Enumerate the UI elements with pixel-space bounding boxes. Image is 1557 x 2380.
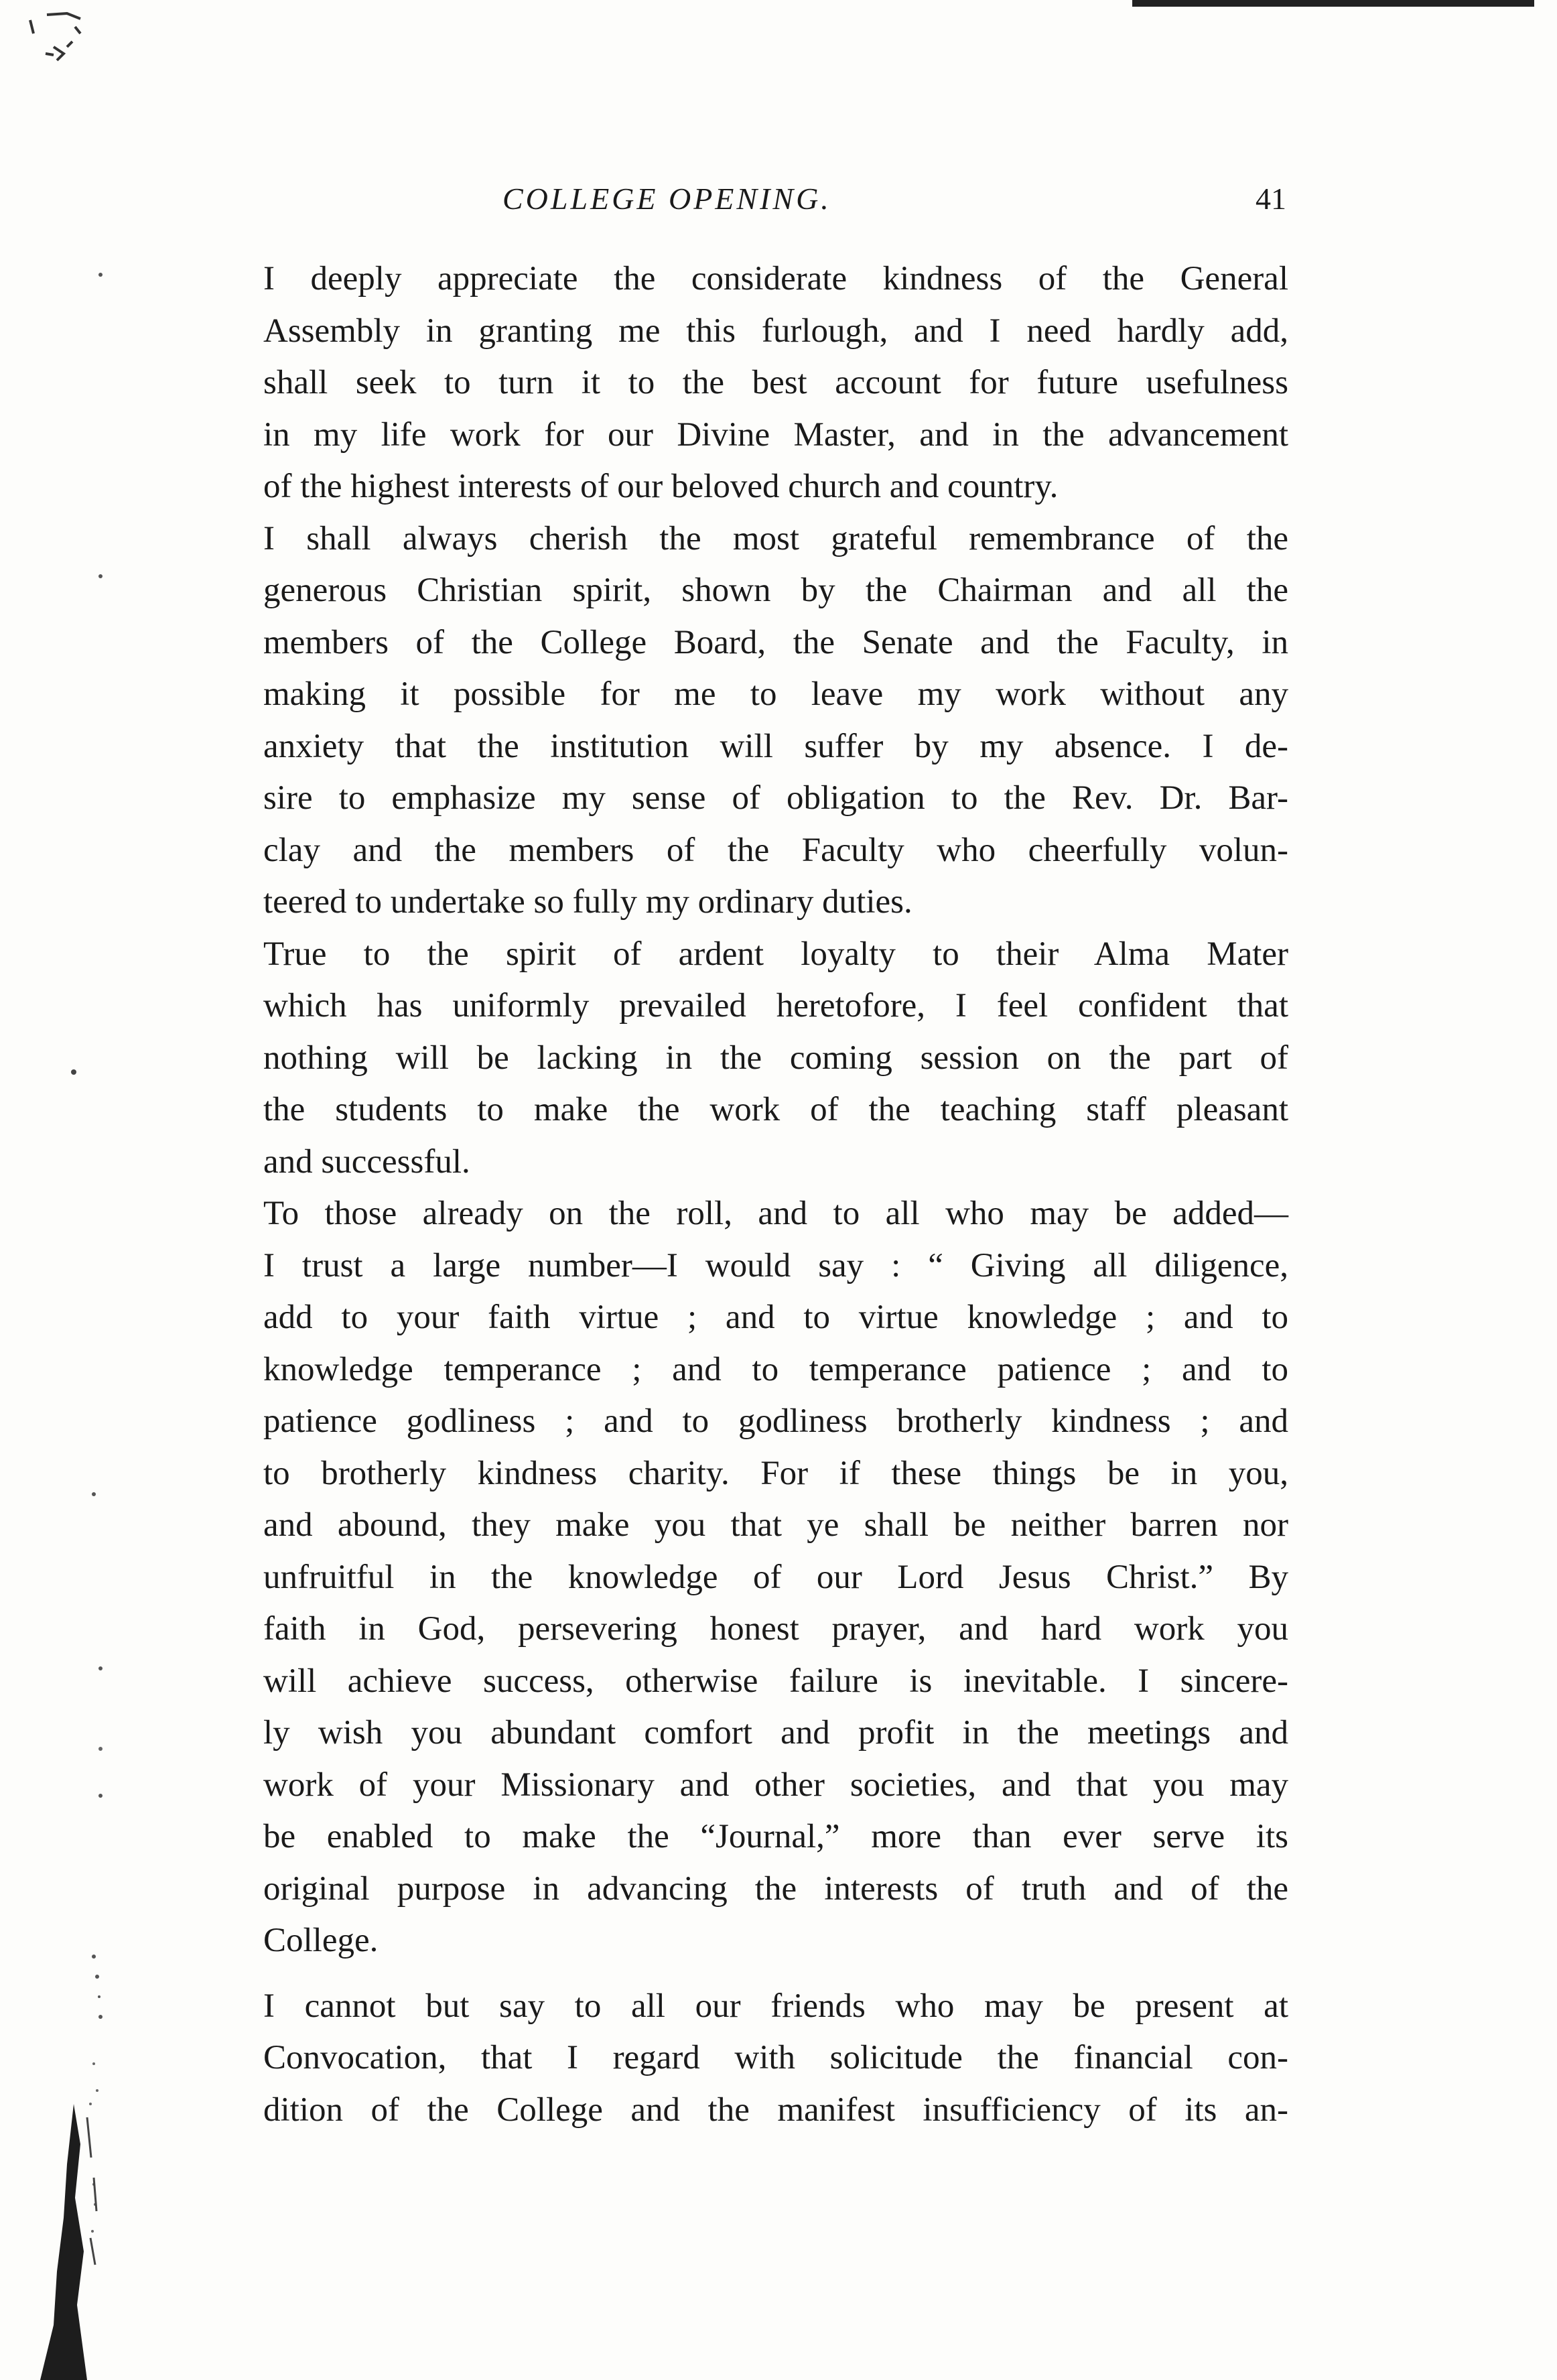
- text-line: teered to undertake so fully my ordinary duties.: [263, 883, 912, 921]
- text-line: generous Christian spirit, shown by the Chairman and all the: [263, 572, 1288, 609]
- text-line: To those already on the roll, and to all who may be added—: [263, 1195, 1288, 1232]
- text-line: I cannot but say to all our friends who may be present at: [263, 1987, 1288, 2025]
- text-line: original purpose in advancing the interests of truth and of the: [263, 1869, 1288, 1908]
- text-line: members of the College Board, the Senate and the Faculty, in: [263, 623, 1288, 661]
- text-line: add to your faith virtue ; and to virtue knowledge ; and to: [263, 1299, 1288, 1336]
- text-line: shall seek to turn it to the best account for future usefulness: [263, 364, 1288, 401]
- text-line: ly wish you abundant comfort and profit in the meetings and: [263, 1714, 1288, 1751]
- text-line: nothing will be lacking in the coming session on the part of: [263, 1039, 1288, 1077]
- paragraph: [263, 1981, 1288, 2137]
- text-line: I trust a large number—I would say : “ Giving all diligence,: [263, 1246, 1288, 1284]
- scan-corner-mark: [27, 7, 100, 87]
- paragraph: [263, 253, 1288, 513]
- text-line: College.: [263, 1922, 379, 1959]
- text-line: Convocation, that I regard with solicitude the financial con-: [263, 2039, 1288, 2076]
- text-line: dition of the College and the manifest insufficiency of its an-: [263, 2091, 1288, 2129]
- text-line: will achieve success, otherwise failure is inevitable. I sincere-: [263, 1662, 1288, 1700]
- text-line: patience godliness ; and to godliness brotherly kindness ; and: [263, 1402, 1288, 1440]
- text-line: which has uniformly prevailed heretofore, I feel confident that: [263, 987, 1288, 1024]
- text-line: True to the spirit of ardent loyalty to their Alma Mater: [263, 935, 1288, 973]
- text-line: I shall always cherish the most grateful remembrance of the: [263, 519, 1288, 557]
- text-line: sire to emphasize my sense of obligation to the Rev. Dr. Bar-: [263, 779, 1288, 817]
- text-line: in my life work for our Divine Master, and in the advancement: [263, 415, 1288, 454]
- text-line: the students to make the work of the teaching staff pleasant: [263, 1091, 1288, 1128]
- text-line: work of your Missionary and other societies, and that you may: [263, 1766, 1288, 1804]
- paragraph-gap: [263, 1967, 1288, 1981]
- body-text: [263, 253, 1288, 2136]
- paragraph: [263, 929, 1288, 1189]
- text-line: faith in God, persevering honest prayer, and hard work you: [263, 1610, 1288, 1648]
- text-line: to brotherly kindness charity. For if these things be in you,: [263, 1454, 1288, 1492]
- scan-edge-rule: [1132, 0, 1534, 7]
- text-line: of the highest interests of our beloved church and country.: [263, 468, 1059, 505]
- text-line: Assembly in granting me this furlough, and I need hardly add,: [263, 312, 1288, 350]
- text-line: and successful.: [263, 1142, 470, 1181]
- text-line: unfruitful in the knowledge of our Lord Jesus Christ.” By: [263, 1558, 1288, 1596]
- text-line: clay and the members of the Faculty who cheerfully volun-: [263, 831, 1288, 869]
- paragraph: [263, 1188, 1288, 1967]
- scan-edge-specks: [0, 255, 134, 2380]
- binding-shadow: [27, 2104, 127, 2380]
- text-line: making it possible for me to leave my work without any: [263, 675, 1288, 713]
- page-number: 41: [1256, 182, 1286, 216]
- running-head: [261, 176, 1293, 229]
- text-line: anxiety that the institution will suffer by my absence. I de-: [263, 727, 1288, 765]
- text-line: I deeply appreciate the considerate kindness of the General: [263, 260, 1288, 298]
- text-line: knowledge temperance ; and to temperance patience ; and to: [263, 1350, 1288, 1388]
- paragraph: [263, 513, 1288, 929]
- text-line: be enabled to make the “Journal,” more than ever serve its: [263, 1818, 1288, 1855]
- running-title: COLLEGE OPENING.: [502, 182, 831, 216]
- text-line: and abound, they make you that ye shall be neither barren nor: [263, 1506, 1288, 1544]
